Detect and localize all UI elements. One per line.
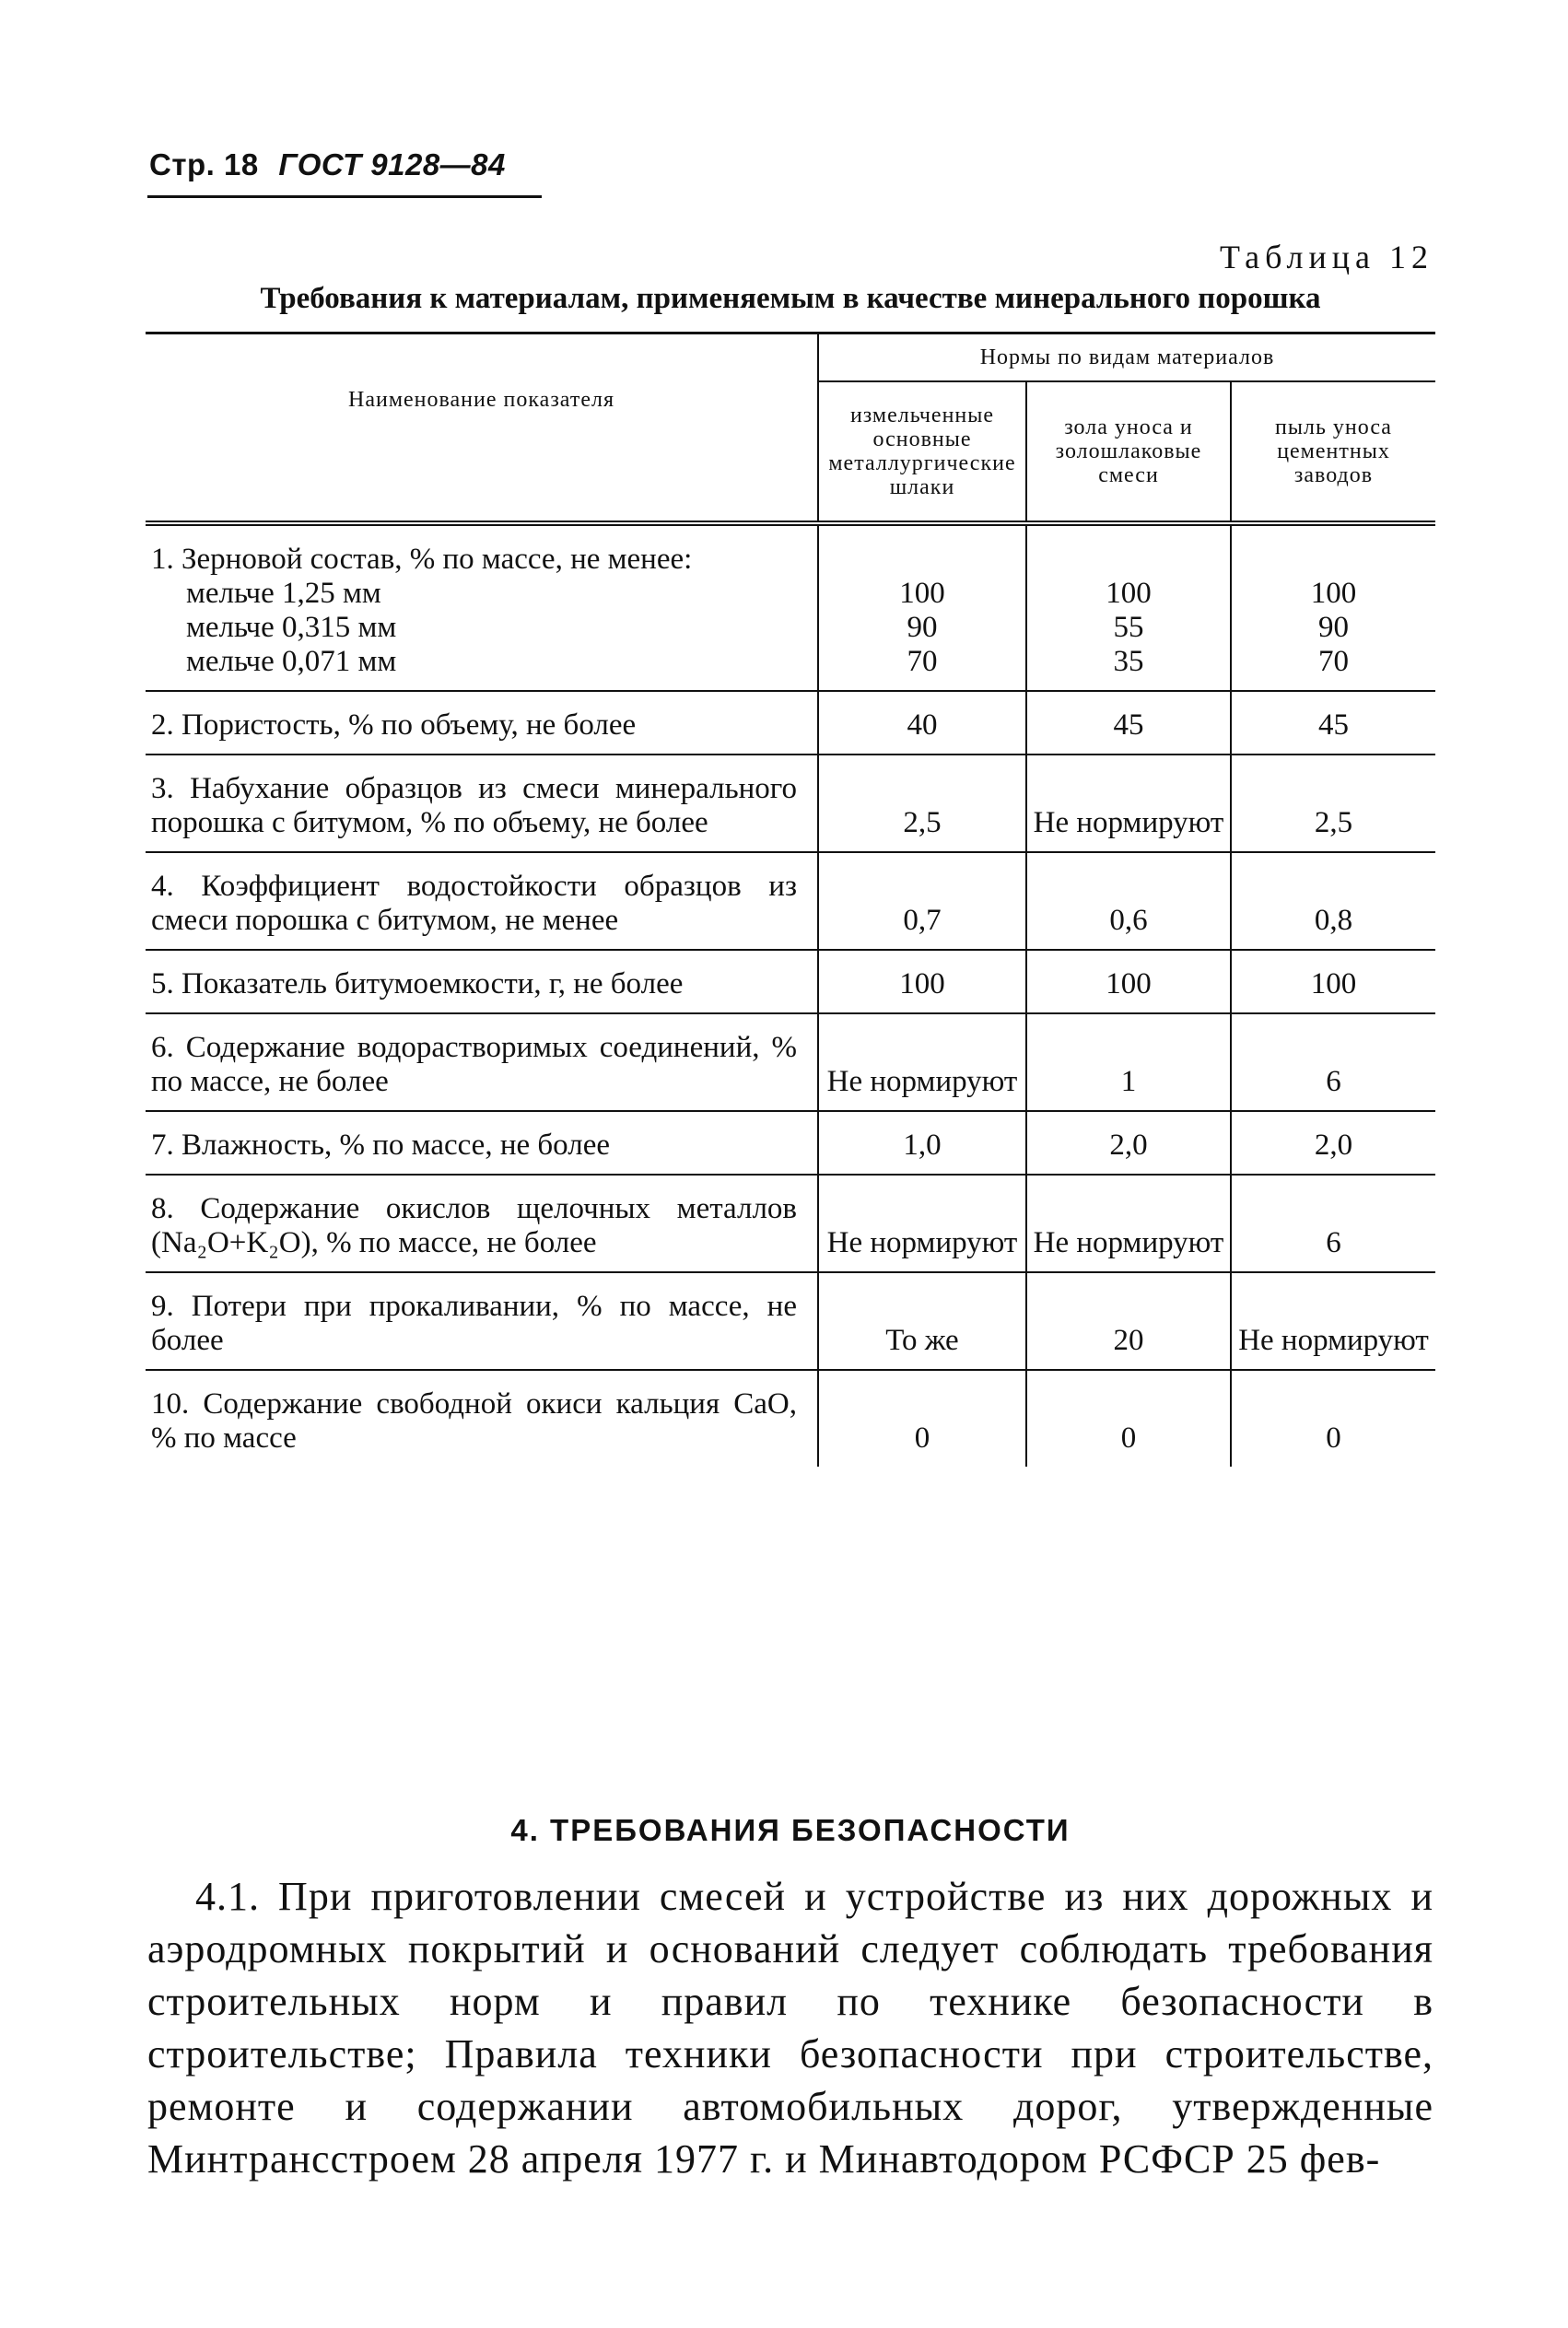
row-value: 1	[1026, 1013, 1231, 1111]
table-row	[146, 1272, 1435, 1370]
row-value: 100 90 70	[818, 523, 1026, 691]
column-header-name: Наименование показателя	[146, 333, 818, 524]
table-row	[146, 691, 1435, 755]
row-value: 6	[1231, 1175, 1435, 1272]
row-value: 1,0	[818, 1111, 1026, 1175]
column-header-fly-ash: зола уноса и золошлаковые смеси	[1026, 381, 1231, 523]
row-name: 10. Содержание свободной окиси кальция CaO, % по массе	[146, 1370, 818, 1467]
running-head	[149, 147, 506, 182]
row-name: 9. Потери при прокаливании, % по массе, не более	[146, 1272, 818, 1370]
row-name: 8. Содержание окислов щелочных металлов (Na₂O+K₂O), % по массе, не более	[146, 1175, 818, 1272]
row-value: Не нормируют	[1026, 755, 1231, 852]
row-value: Не нормируют	[818, 1013, 1026, 1111]
section-title: 4. ТРЕБОВАНИЯ БЕЗОПАСНОСТИ	[510, 1813, 1071, 1847]
row-value: Не нормируют	[1231, 1272, 1435, 1370]
row-name: 3. Набухание образцов из смеси минерального порошка с битумом, % по объему, не более	[146, 755, 818, 852]
row-value: Не нормируют	[818, 1175, 1026, 1272]
row-value: 2,5	[1231, 755, 1435, 852]
row-value: 0	[1026, 1370, 1231, 1467]
table-row	[146, 1175, 1435, 1272]
row-value: 100 90 70	[1231, 523, 1435, 691]
row-name: 1. Зерновой состав, % по массе, не менее: мельче 1,25 мм мельче 0,315 мм мельче 0,071 мм	[146, 523, 818, 691]
row-value: 45	[1231, 691, 1435, 755]
table-number: Таблица 12	[1220, 239, 1433, 275]
row-name: 4. Коэффициент водостойкости образцов из смеси порошка с битумом, не менее	[146, 852, 818, 950]
standard-code: ГОСТ 9128—84	[278, 147, 506, 181]
row-value: 2,0	[1026, 1111, 1231, 1175]
row-value: Не нормируют	[1026, 1175, 1231, 1272]
row-value: 0,6	[1026, 852, 1231, 950]
row-value: 0	[1326, 1421, 1341, 1455]
requirements-table	[146, 332, 1435, 1467]
row-name: 2. Пористость, % по объему, не более	[146, 691, 818, 755]
header-rule	[147, 195, 542, 198]
row-name: 5. Показатель битумоемкости, г, не более	[146, 950, 818, 1013]
page-label: Стр. 18	[149, 147, 259, 181]
column-group-header: Нормы по видам материалов	[818, 333, 1435, 382]
table-row	[146, 755, 1435, 852]
row-name: 6. Содержание водорастворимых соединений, % по массе, не более	[146, 1013, 818, 1111]
row-value: 100 55 35	[1026, 523, 1231, 691]
row-value: То же	[818, 1272, 1026, 1370]
row-value: 100	[1231, 950, 1435, 1013]
table-caption: Требования к материалам, применяемым в качестве минерального порошка	[260, 282, 1321, 315]
row-name: 7. Влажность, % по массе, не более	[146, 1111, 818, 1175]
table-row	[146, 1111, 1435, 1175]
body-paragraph: 4.1. При приготовлении смесей и устройстве из них дорожных и аэродромных покрытий и оснований следует соблюдать требования строительных норм и правил по технике безопасности в строительстве; Правила техники безопасности при строительстве, ремонте и содержании автомобильных дорог, утвержденные Минтрансстроем 28 апреля 1977 г. и Минавтодором РСФСР 25 фев-	[147, 1874, 1433, 2182]
row-value: 0,7	[818, 852, 1026, 950]
table-row	[146, 523, 1435, 691]
table-row	[146, 852, 1435, 950]
row-value: 6	[1231, 1013, 1435, 1111]
row-value: 0,8	[1231, 852, 1435, 950]
table-row	[146, 1013, 1435, 1111]
row-value: 100	[1026, 950, 1231, 1013]
row-value: 20	[1026, 1272, 1231, 1370]
row-value: 2,0	[1231, 1111, 1435, 1175]
row-value: 100	[818, 950, 1026, 1013]
row-value: 0	[818, 1370, 1026, 1467]
table-row	[146, 1370, 1435, 1467]
column-header-cement-dust: пыль уноса цементных заводов	[1231, 381, 1435, 523]
row-value: 2,5	[818, 755, 1026, 852]
row-value: 40	[818, 691, 1026, 755]
row-value: 45	[1026, 691, 1231, 755]
column-header-slag: измельченные основные металлургические шлаки	[818, 381, 1026, 523]
table-row	[146, 950, 1435, 1013]
table-header-row	[146, 333, 1435, 382]
